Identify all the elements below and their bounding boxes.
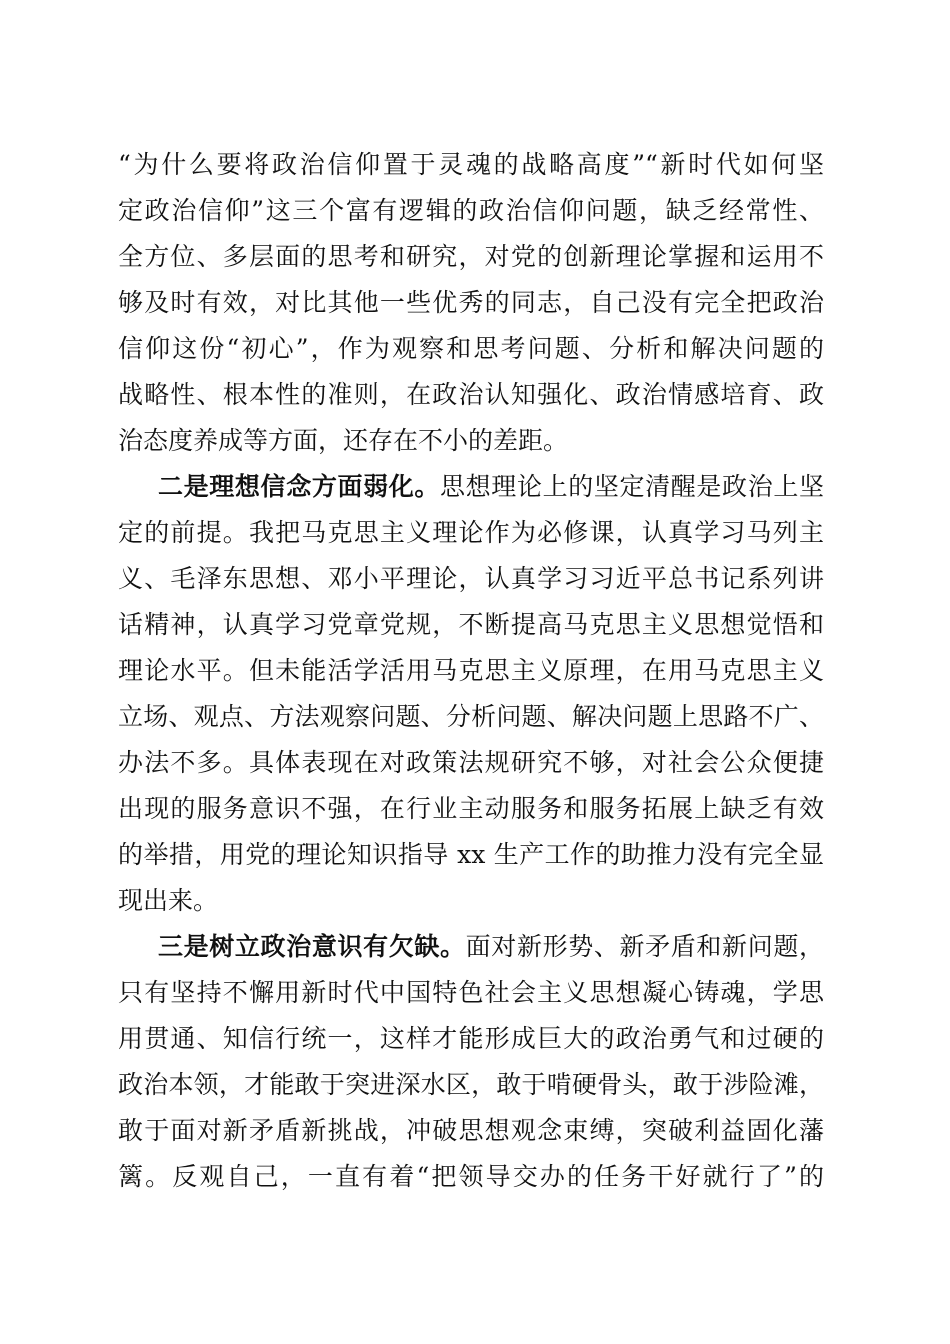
text-line: 办法不多。具体表现在对政策法规研究不够，对社会公众便捷 (118, 748, 824, 777)
text-line: 立场、观点、方法观察问题、分析问题、解决问题上思路不广、 (118, 702, 824, 731)
text-line: 全方位、多层面的思考和研究，对党的创新理论掌握和运用不 (118, 242, 824, 271)
text-line: 的举措，用党的理论知识指导 xx 生产工作的助推力没有完全显 (118, 840, 824, 869)
text-line: 现出来。 (118, 886, 219, 915)
text-line: 理论水平。但未能活学活用马克思主义原理，在用马克思主义 (118, 656, 824, 685)
paragraph-3 (118, 924, 824, 1200)
paragraph-1 (118, 142, 824, 464)
text-line: 够及时有效，对比其他一些优秀的同志，自己没有完全把政治 (118, 288, 824, 317)
paragraph-heading: 三是树立政治意识有欠缺。 (158, 932, 466, 961)
text-line: 只有坚持不懈用新时代中国特色社会主义思想凝心铸魂，学思 (118, 978, 824, 1007)
text-line: 政治本领，才能敢于突进深水区，敢于啃硬骨头，敢于涉险滩， (118, 1070, 824, 1099)
text-span: 思想理论上的坚定清醒是政治上坚 (440, 472, 824, 501)
text-line: 战略性、根本性的准则，在政治认知强化、政治情感培育、政 (118, 380, 824, 409)
text-line: 篱。反观自己，一直有着“把领导交办的任务干好就行了”的 (118, 1162, 824, 1191)
text-span: 面对新形势、新矛盾和新问题， (465, 932, 824, 961)
text-line: 出现的服务意识不强，在行业主动服务和服务拓展上缺乏有效 (118, 794, 824, 823)
paragraph-2 (118, 464, 824, 924)
text-line: 用贯通、知信行统一，这样才能形成巨大的政治勇气和过硬的 (118, 1024, 824, 1053)
text-line: “为什么要将政治信仰置于灵魂的战略高度”“新时代如何坚 (118, 150, 824, 179)
text-line: 话精神，认真学习党章党规，不断提高马克思主义思想觉悟和 (118, 610, 824, 639)
text-line: 敢于面对新矛盾新挑战，冲破思想观念束缚，突破利益固化藩 (118, 1116, 824, 1145)
document-page (118, 142, 824, 1200)
text-line: 信仰这份“初心”，作为观察和思考问题、分析和解决问题的 (118, 334, 824, 363)
text-line (118, 924, 824, 970)
text-line: 治态度养成等方面，还存在不小的差距。 (118, 426, 569, 455)
text-line: 义、毛泽东思想、邓小平理论，认真学习习近平总书记系列讲 (118, 564, 824, 593)
text-line (118, 464, 824, 510)
text-line: 定的前提。我把马克思主义理论作为必修课，认真学习马列主 (118, 518, 824, 547)
paragraph-heading: 二是理想信念方面弱化。 (158, 472, 441, 501)
text-line: 定政治信仰”这三个富有逻辑的政治信仰问题，缺乏经常性、 (118, 196, 824, 225)
